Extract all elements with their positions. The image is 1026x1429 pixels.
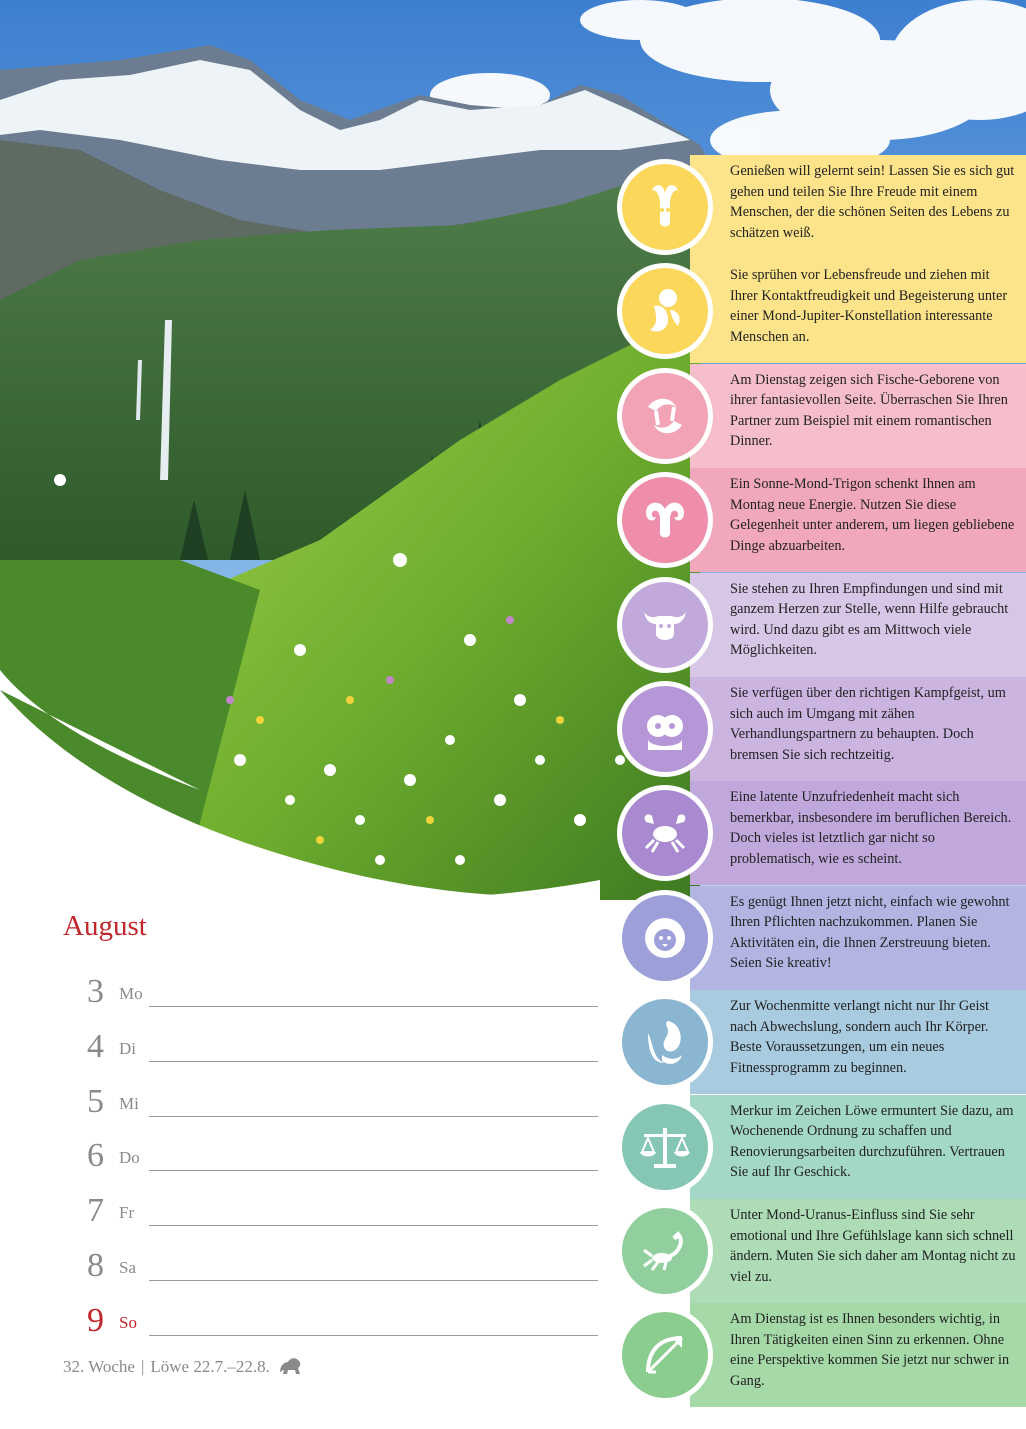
zodiac-badge bbox=[617, 1307, 713, 1403]
weekday-abbr: Sa bbox=[119, 1258, 136, 1277]
day-row[interactable] bbox=[63, 1301, 598, 1356]
cancer-icon bbox=[634, 802, 696, 864]
footer: 32. Woche | Löwe 22.7.–22.8. bbox=[63, 1356, 304, 1377]
zodiac-badge bbox=[617, 577, 713, 673]
weekday-abbr: Do bbox=[119, 1148, 140, 1168]
horoscope-band bbox=[690, 364, 1026, 468]
horoscope-text: Eine latente Unzufriedenheit macht sich bemerkbar, insbesondere im beruflichen Bereich. Doch vieles ist letztlich gar nicht so problematisch, wie es scheint. bbox=[730, 789, 1012, 867]
sign-label: Löwe bbox=[150, 1357, 190, 1376]
weekday-abbr: Fr bbox=[119, 1203, 135, 1223]
horoscope-band bbox=[690, 1095, 1026, 1199]
week-label: 32. Woche bbox=[63, 1357, 135, 1376]
note-line[interactable] bbox=[149, 1006, 598, 1007]
sign-range: 22.7.–22.8. bbox=[193, 1357, 270, 1376]
day-number: 9 bbox=[87, 1301, 104, 1339]
horoscope-text: Am Dienstag zeigen sich Fische-Geborene von ihrer fantasievollen Seite. Überraschen Sie Ihren Partner zum Beispiel mit einem romantischen Dinner. bbox=[730, 371, 1008, 450]
horoscope-band bbox=[690, 259, 1026, 363]
note-line[interactable] bbox=[149, 1225, 598, 1226]
horoscope-band bbox=[690, 573, 1026, 677]
zodiac-badge bbox=[617, 159, 713, 255]
horoscope-band bbox=[690, 468, 1026, 572]
horoscope-band bbox=[690, 155, 1026, 259]
day-row[interactable] bbox=[63, 1136, 598, 1191]
horoscope-text: Genießen will gelernt sein! Lassen Sie es sich gut gehen und teilen Sie Ihre Freude mit einem Menschen, der die schönen Seiten des Lebens zu schätzen weiß. bbox=[730, 163, 1015, 241]
horoscope-text: Sie verfügen über den richtigen Kampfgeist, um sich auch im Umgang mit zähen Verhandlungspartnern zu behaupten. Doch bremsen Sie sich rechtzeitig. bbox=[730, 685, 1006, 763]
note-line[interactable] bbox=[149, 1280, 598, 1281]
weekday-abbr: Mo bbox=[119, 984, 143, 1003]
zodiac-badge bbox=[617, 368, 713, 464]
note-line[interactable] bbox=[149, 1335, 598, 1336]
zodiac-badge bbox=[617, 994, 713, 1090]
zodiac-badge bbox=[617, 472, 713, 568]
horoscope-band bbox=[690, 677, 1026, 781]
scorpio-icon bbox=[634, 1220, 696, 1282]
capricorn-icon bbox=[634, 176, 696, 238]
day-row[interactable] bbox=[63, 1246, 598, 1301]
day-row[interactable] bbox=[63, 1027, 598, 1082]
note-line[interactable] bbox=[149, 1116, 598, 1117]
day-number: 6 bbox=[87, 1137, 104, 1175]
horoscope-text: Merkur im Zeichen Löwe ermuntert Sie dazu, am Wochenende Ordnung zu schaffen und Renovierungsarbeiten durchzuführen. Vertrauen Sie auf Ihr Geschick. bbox=[730, 1102, 1014, 1181]
day-number: 5 bbox=[87, 1082, 104, 1120]
day-number: 7 bbox=[87, 1192, 104, 1230]
leo-icon bbox=[634, 907, 696, 969]
horoscope-band bbox=[690, 781, 1026, 885]
horoscope-text: Am Dienstag ist es Ihnen besonders wichtig, in Ihren Tätigkeiten einen Sinn zu erkennen. Ohne eine Perspektive kommen Sie jetzt nur schwer in Gang. bbox=[730, 1311, 1010, 1389]
sagittarius-icon bbox=[634, 1324, 696, 1386]
horoscope-band bbox=[690, 1303, 1026, 1407]
zodiac-badge bbox=[617, 263, 713, 359]
note-line[interactable] bbox=[149, 1061, 598, 1062]
month-title: August bbox=[63, 910, 147, 942]
zodiac-badge bbox=[617, 785, 713, 881]
note-line[interactable] bbox=[149, 1170, 598, 1171]
horoscope-text: Zur Wochenmitte verlangt nicht nur Ihr Geist nach Abwechslung, sondern auch Ihr Körper. Beste Voraussetzungen, um ein neues Fitnessprogramm zu beginnen. bbox=[730, 998, 990, 1076]
horoscope-text: Unter Mond-Uranus-Einfluss sind Sie sehr emotional und Ihre Gefühlslage kann sich schnell ändern. Muten Sie sich daher am Montag nicht zu viel zu. bbox=[730, 1207, 1016, 1285]
gemini-icon bbox=[634, 698, 696, 760]
pisces-icon bbox=[634, 385, 696, 447]
day-row[interactable] bbox=[63, 1191, 598, 1246]
aquarius-icon bbox=[634, 280, 696, 342]
horoscope-band bbox=[690, 990, 1026, 1094]
horoscope-band bbox=[690, 886, 1026, 990]
zodiac-badge bbox=[617, 1099, 713, 1195]
libra-icon bbox=[634, 1116, 696, 1178]
horoscope-text: Sie stehen zu Ihren Empfindungen und sind mit ganzem Herzen zur Stelle, wenn Hilfe gebraucht wird. Und dazu gibt es am Mittwoch viele Möglichkeiten. bbox=[730, 580, 1009, 659]
weekday-abbr: Mi bbox=[119, 1093, 139, 1113]
horoscope-text: Es genügt Ihnen jetzt nicht, einfach wie gewohnt Ihren Pflichten nachzukommen. Planen Sie Aktivitäten ein, die Ihnen Zerstreuung bieten. Seien Sie kreativ! bbox=[730, 893, 1010, 972]
day-row[interactable] bbox=[63, 1082, 598, 1137]
taurus-icon bbox=[634, 594, 696, 656]
zodiac-badge bbox=[617, 681, 713, 777]
day-number: 8 bbox=[87, 1247, 104, 1284]
aries-icon bbox=[634, 489, 696, 551]
horoscope-text: Ein Sonne-Mond-Trigon schenkt Ihnen am Montag neue Energie. Nutzen Sie diese Gelegenheit unter anderem, um liegen gebliebene Dinge abzuarbeiten. bbox=[730, 476, 1015, 554]
lion-icon bbox=[278, 1356, 304, 1376]
weekday-abbr: So bbox=[119, 1312, 137, 1332]
horoscope-band bbox=[690, 1199, 1026, 1303]
zodiac-badge bbox=[617, 1203, 713, 1299]
weekday-abbr: Di bbox=[119, 1038, 136, 1058]
day-number: 4 bbox=[87, 1027, 104, 1065]
horoscope-text: Sie sprühen vor Lebensfreude und ziehen mit Ihrer Kontaktfreudigkeit und Begeisterung unter einer Mond-Jupiter-Konstellation interessante Menschen an. bbox=[730, 267, 1008, 345]
day-number: 3 bbox=[87, 973, 104, 1010]
zodiac-badge bbox=[617, 890, 713, 986]
day-row[interactable] bbox=[63, 972, 598, 1027]
virgo-icon bbox=[634, 1011, 696, 1073]
